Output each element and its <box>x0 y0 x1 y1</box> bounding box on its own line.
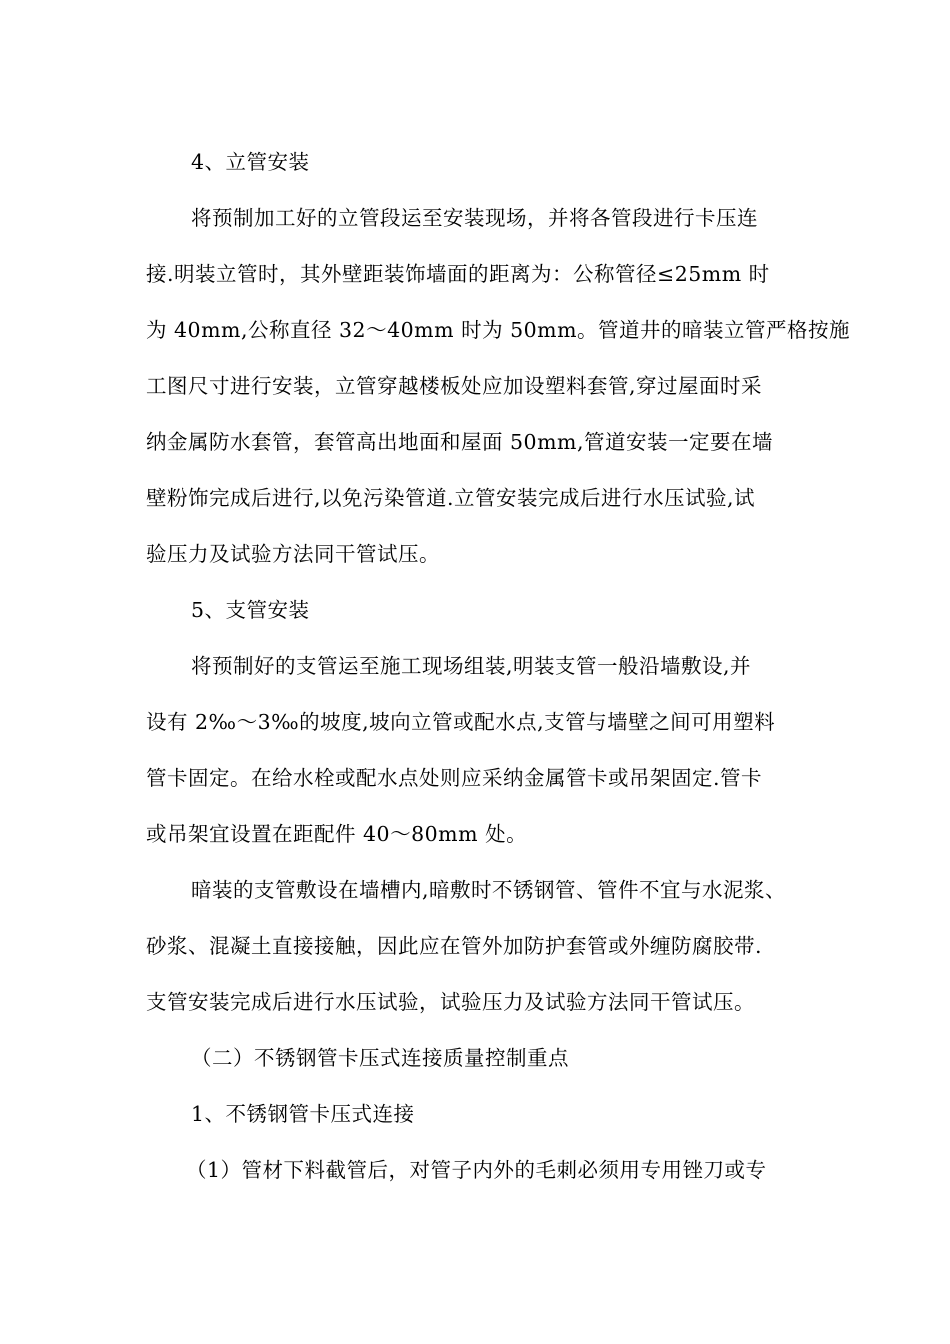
paragraph-line: 将预制好的支管运至施工现场组装,明装支管一般沿墙敷设,并 <box>191 654 752 678</box>
paragraph-line: 将预制加工好的立管段运至安装现场，并将各管段进行卡压连 <box>191 206 758 230</box>
section-heading-quality-control: （二）不锈钢管卡压式连接质量控制重点 <box>191 1046 569 1070</box>
paragraph-line: 管卡固定。在给水栓或配水点处则应采纳金属管卡或吊架固定.管卡 <box>146 766 763 790</box>
heading-press-fit-connection: 1、不锈钢管卡压式连接 <box>191 1102 415 1126</box>
paragraph-line: 壁粉饰完成后进行,以免污染管道.立管安装完成后进行水压试验,试 <box>146 486 756 510</box>
heading-riser-installation: 4、立管安装 <box>191 150 310 174</box>
paragraph-line: 砂浆、混凝土直接接触，因此应在管外加防护套管或外缠防腐胶带. <box>146 934 763 958</box>
paragraph-line: 验压力及试验方法同干管试压。 <box>146 542 440 566</box>
paragraph-line: 接.明装立管时，其外壁距装饰墙面的距离为：公称管径≤25mm 时 <box>146 262 770 286</box>
heading-branch-installation: 5、支管安装 <box>191 598 310 622</box>
paragraph-line: 设有 2‰～3‰的坡度,坡向立管或配水点,支管与墙壁之间可用塑料 <box>146 710 776 734</box>
paragraph-line: 或吊架宜设置在距配件 40～80mm 处。 <box>146 822 528 846</box>
paragraph-line: 支管安装完成后进行水压试验，试验压力及试验方法同干管试压。 <box>146 990 755 1014</box>
paragraph-line: （1）管材下料截管后，对管子内外的毛刺必须用专用锉刀或专 <box>186 1158 767 1182</box>
paragraph-line: 纳金属防水套管，套管高出地面和屋面 50mm,管道安装一定要在墙 <box>146 430 773 454</box>
paragraph-line: 工图尺寸进行安装，立管穿越楼板处应加设塑料套管,穿过屋面时采 <box>146 374 763 398</box>
paragraph-line: 暗装的支管敷设在墙槽内,暗敷时不锈钢管、管件不宜与水泥浆、 <box>191 878 787 902</box>
paragraph-line: 为 40mm,公称直径 32～40mm 时为 50mm。管道井的暗装立管严格按施 <box>146 318 851 342</box>
